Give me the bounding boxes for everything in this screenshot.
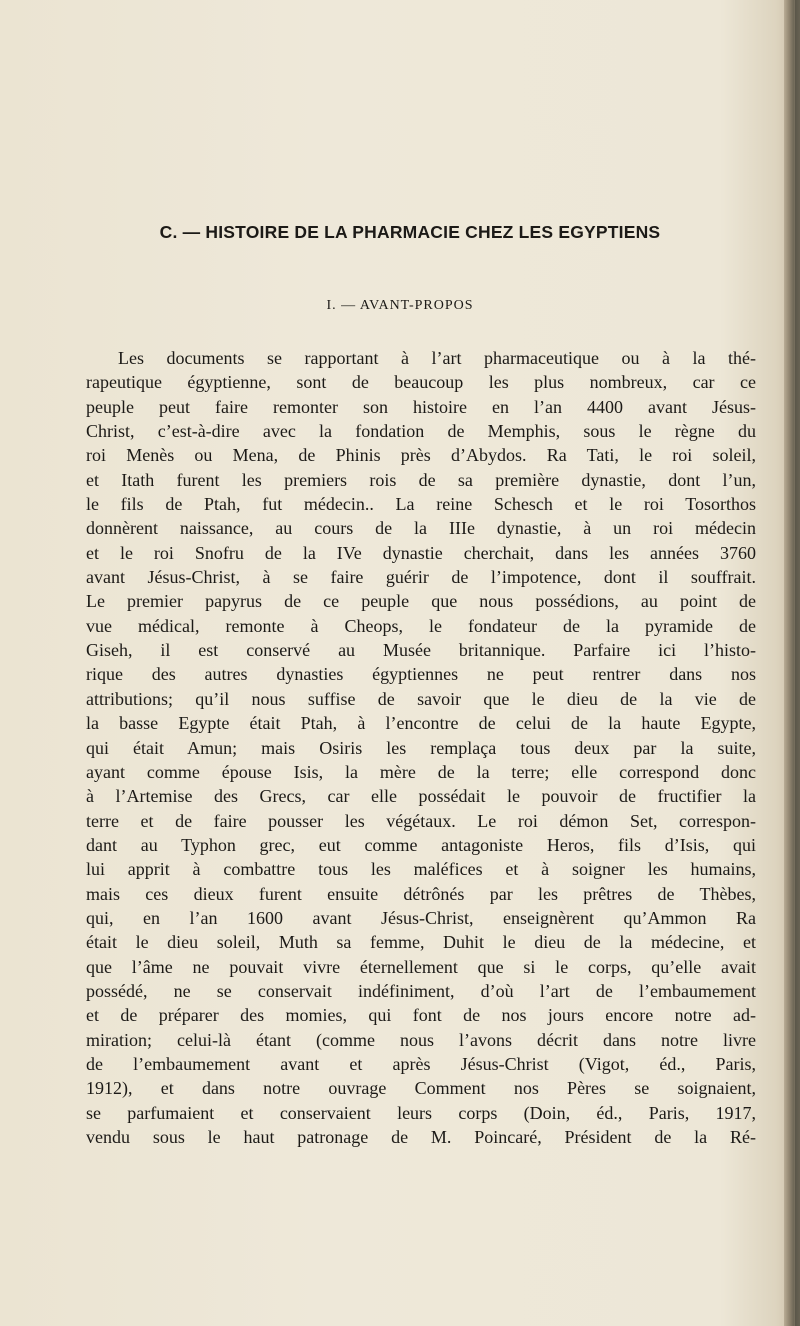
- paragraph-line: et de préparer des momies, qui font de nos jours encore notre ad-: [86, 1005, 756, 1026]
- paragraph-line: et Itath furent les premiers rois de sa première dynastie, dont l’un,: [86, 469, 756, 490]
- paragraph-line: lui apprit à combattre tous les maléfices et à soigner les humains,: [86, 859, 756, 880]
- paragraph-line: miration; celui-là étant (comme nous l’avons décrit dans notre livre: [86, 1029, 756, 1050]
- paragraph-line: Le premier papyrus de ce peuple que nous possédions, au point de: [86, 591, 756, 612]
- paragraph-line: terre et de faire pousser les végétaux. Le roi démon Set, correspon-: [86, 810, 756, 831]
- paragraph-line: vue médical, remonte à Cheops, le fondateur de la pyramide de: [86, 615, 756, 636]
- paragraph-line: le fils de Ptah, fut médecin.. La reine Schesch et le roi Tosorthos: [86, 494, 756, 515]
- section-title: C. — HISTOIRE DE LA PHARMACIE CHEZ LES EGYPTIENS: [159, 222, 661, 242]
- paragraph-line: à l’Artemise des Grecs, car elle possédait le pouvoir de fructifier la: [86, 786, 756, 807]
- paragraph-line: Les documents se rapportant à l’art pharmaceutique ou à la thé-: [118, 348, 756, 368]
- paragraph-line: avant Jésus-Christ, à se faire guérir de l’impotence, dont il souffrait.: [86, 567, 756, 588]
- paragraph-line: peuple peut faire remonter son histoire en l’an 4400 avant Jésus-: [86, 396, 756, 417]
- paragraph-line: ayant comme épouse Isis, la mère de la terre; elle correspond donc: [86, 761, 756, 782]
- paragraph-line: était le dieu soleil, Muth sa femme, Duhit le dieu de la médecine, et: [86, 932, 756, 953]
- paragraph-line: rapeutique égyptienne, sont de beaucoup les plus nombreux, car ce: [86, 372, 756, 393]
- body-paragraph: [86, 346, 756, 1149]
- paragraph-line: Christ, c’est-à-dire avec la fondation de Memphis, sous le règne du: [86, 421, 756, 442]
- paragraph-line: et le roi Snofru de la IVe dynastie cherchait, dans les années 3760: [86, 542, 756, 563]
- paragraph-line: mais ces dieux furent ensuite détrônés par les prêtres de Thèbes,: [86, 883, 756, 904]
- paragraph-line: roi Menès ou Mena, de Phinis près d’Abydos. Ra Tati, le roi soleil,: [86, 445, 756, 466]
- paragraph-line: attributions; qu’il nous suffise de savoir que le dieu de la vie de: [86, 688, 756, 709]
- paragraph-line: se parfumaient et conservaient leurs corps (Doin, éd., Paris, 1917,: [86, 1102, 756, 1123]
- paragraph-line: de l’embaumement avant et après Jésus-Christ (Vigot, éd., Paris,: [86, 1053, 756, 1074]
- paragraph-line: dant au Typhon grec, eut comme antagoniste Heros, fils d’Isis, qui: [86, 834, 756, 855]
- paragraph-line: vendu sous le haut patronage de M. Poincaré, Président de la Ré-: [86, 1127, 756, 1147]
- page-edge-dark-border: [795, 0, 800, 1326]
- paragraph-line: la basse Egypte était Ptah, à l’encontre de celui de la haute Egypte,: [86, 713, 756, 734]
- paragraph-line: qui, en l’an 1600 avant Jésus-Christ, enseignèrent qu’Ammon Ra: [86, 907, 756, 928]
- paragraph-line: 1912), et dans notre ouvrage Comment nos Pères se soignaient,: [86, 1078, 756, 1099]
- paragraph-line: que l’âme ne pouvait vivre éternellement que si le corps, qu’elle avait: [86, 956, 756, 977]
- subsection-title: I. — AVANT-PROPOS: [326, 298, 474, 313]
- paragraph-line: donnèrent naissance, au cours de la IIIe dynastie, à un roi médecin: [86, 518, 756, 539]
- paragraph-line: possédé, ne se conservait indéfiniment, d’où l’art de l’embaumement: [86, 980, 756, 1001]
- paragraph-line: Giseh, il est conservé au Musée britannique. Parfaire ici l’histo-: [86, 640, 756, 661]
- paragraph-line: qui était Amun; mais Osiris les remplaça tous deux par la suite,: [86, 737, 756, 758]
- paragraph-line: rique des autres dynasties égyptiennes ne peut rentrer dans nos: [86, 664, 756, 685]
